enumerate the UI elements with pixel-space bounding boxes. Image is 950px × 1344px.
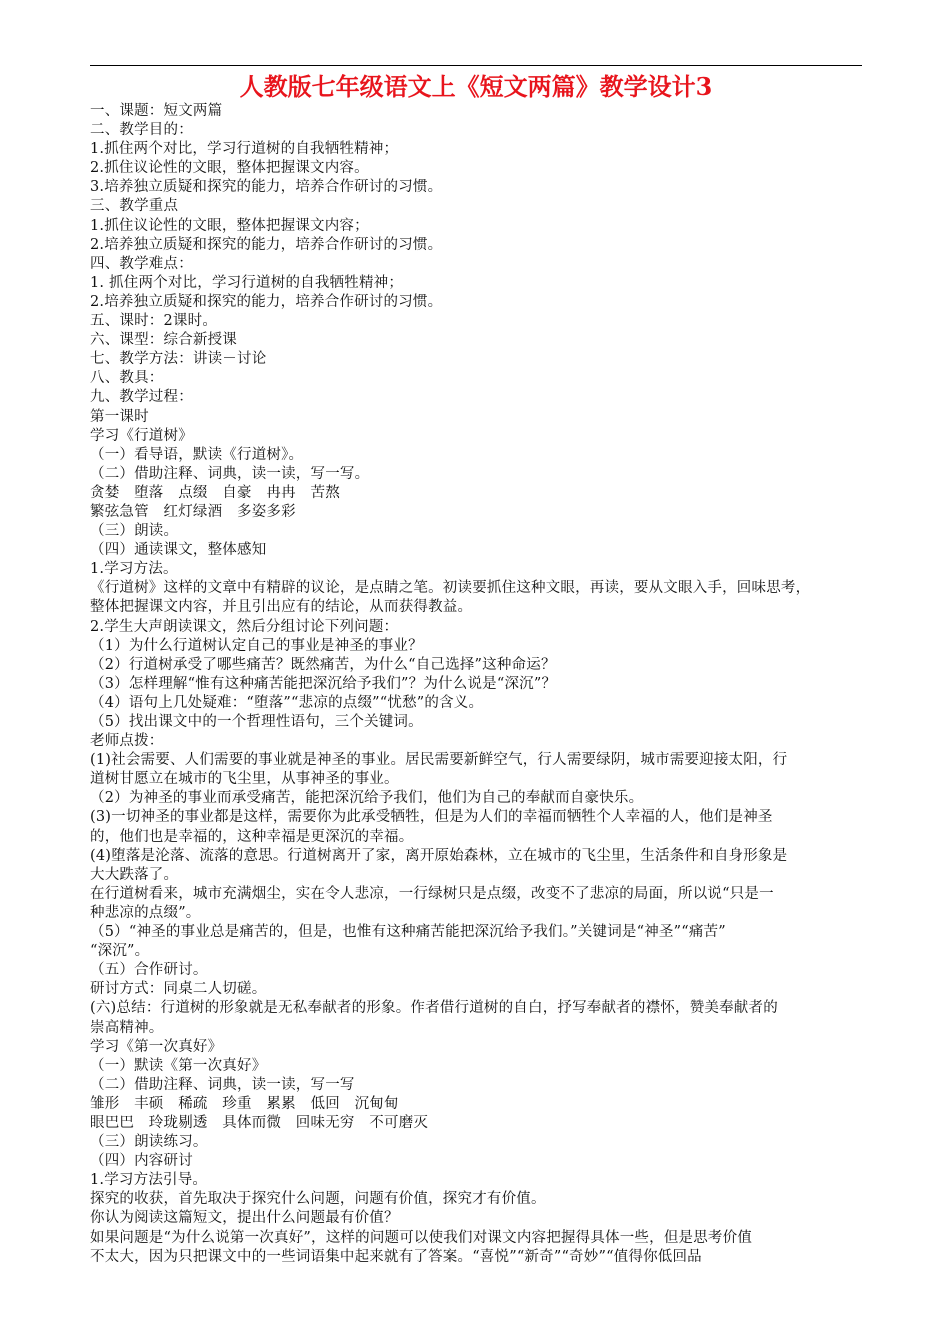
text-line: （三）朗读。 [90, 523, 179, 540]
text-line: （1）为什么行道树认定自己的事业是神圣的事业？ [90, 637, 423, 654]
text-line: 四、教学难点： [90, 255, 193, 272]
text-line: （一）看导语，默读《行道树》。 [90, 446, 304, 463]
text-line: 九、教学过程： [90, 389, 193, 406]
text-line: 2.学生大声朗读课文，然后分组讨论下列问题： [90, 618, 399, 635]
header-rule [90, 65, 862, 66]
text-line: 如果问题是“为什么说第一次真好”，这样的问题可以使我们对课文内容把握得具体一些，但是思考价值 [90, 1229, 753, 1246]
document-title: 人教版七年级语文上《短文两篇》教学设计3 [239, 72, 713, 101]
text-line: (1)社会需要、人们需要的事业就是神圣的事业。居民需要新鲜空气，行人需要绿阴，城市需要迎接太阳，行 [90, 752, 788, 769]
text-line: 三、教学重点 [90, 198, 179, 215]
text-line: 你认为阅读这篇短文，提出什么问题最有价值？ [90, 1210, 399, 1227]
text-line: 学习《第一次真好》 [90, 1038, 223, 1055]
text-line: （四）通读课文，整体感知 [90, 542, 267, 559]
text-line: (3)一切神圣的事业都是这样，需要你为此承受牺牲，但是为人们的幸福而牺牲个人幸福的人，他们是神圣 [90, 809, 773, 826]
text-line: 七、教学方法：讲读－讨论 [90, 351, 267, 368]
text-line: （一）默读《第一次真好》 [90, 1057, 267, 1074]
text-line: 六、课型：综合新授课 [90, 332, 237, 349]
text-line: 1.学习方法。 [90, 561, 178, 578]
text-line: 2.抓住议论性的文眼，整体把握课文内容。 [90, 160, 369, 177]
text-line: 第一课时 [90, 408, 149, 425]
text-line: （2）行道树承受了哪些痛苦？既然痛苦，为什么“自己选择”这种命运？ [90, 656, 556, 673]
text-line: （二）借助注释、词典，读一读，写一写。 [90, 465, 370, 482]
text-line: 3.培养独立质疑和探究的能力，培养合作研讨的习惯。 [90, 179, 443, 196]
text-line: （三）朗读练习。 [90, 1134, 208, 1151]
text-line: 八、教具： [90, 370, 164, 387]
text-line: 繁弦急管 红灯绿酒 多姿多彩 [90, 503, 296, 520]
text-line: 研讨方式：同桌二人切磋。 [90, 981, 267, 998]
text-line: 1. 抓住两个对比，学习行道树的自我牺牲精神； [90, 274, 404, 291]
text-line: 2.培养独立质疑和探究的能力，培养合作研讨的习惯。 [90, 293, 443, 310]
text-line: 不太大，因为只把课文中的一些词语集中起来就有了答案。“喜悦”“新奇”“奇妙”“值得你低回品 [90, 1248, 702, 1265]
text-line: (4)堕落是沦落、流落的意思。行道树离开了家，离开原始森林，立在城市的飞尘里，生活条件和自身形象是 [90, 847, 788, 864]
text-line: 二、教学目的： [90, 122, 193, 139]
text-line: （5）找出课文中的一个哲理性语句，三个关键词。 [90, 714, 423, 730]
text-line: 《行道树》这样的文章中有精辟的议论，是点睛之笔。初读要抓住这种文眼，再读，要从文眼入手，回味思考， [90, 580, 811, 597]
text-line: 眼巴巴 玲珑剔透 具体而微 回味无穷 不可磨灭 [90, 1114, 429, 1131]
text-line: 贪婪 堕落 点缀 自豪 冉冉 苦熬 [90, 484, 340, 501]
text-line: 崇高精神。 [90, 1019, 164, 1036]
text-line: （5）“神圣的事业总是痛苦的，但是，也惟有这种痛苦能把深沉给予我们。”关键词是“神圣”“痛苦” [90, 924, 726, 941]
text-line: 探究的收获，首先取决于探究什么问题，问题有价值，探究才有价值。 [90, 1191, 546, 1208]
text-line: （四）内容研讨 [90, 1153, 193, 1170]
text-line: (六)总结：行道树的形象就是无私奉献者的形象。作者借行道树的自白，抒写奉献者的襟怀，赞美奉献者的 [90, 1000, 778, 1017]
document-body [90, 102, 862, 1267]
text-line: 2.培养独立质疑和探究的能力，培养合作研讨的习惯。 [90, 236, 443, 253]
text-line: 大大跌落了。 [90, 866, 179, 883]
text-line: 1.抓住两个对比，学习行道树的自我牺牲精神； [90, 141, 399, 158]
text-line: 在行道树看来，城市充满烟尘，实在令人悲凉，一行绿树只是点缀，改变不了悲凉的局面，所以说“只是一 [90, 885, 774, 902]
text-line: “深沉”。 [90, 943, 150, 960]
text-line: 的，他们也是幸福的，这种幸福是更深沉的幸福。 [90, 828, 414, 845]
text-line: 种悲凉的点缀”。 [90, 904, 201, 921]
text-line: 道树甘愿立在城市的飞尘里，从事神圣的事业。 [90, 771, 399, 788]
text-line: 五、课时：2课时。 [90, 313, 218, 330]
text-line: 学习《行道树》 [90, 427, 193, 444]
text-line: 1.学习方法引导。 [90, 1172, 208, 1189]
text-line: 一、课题：短文两篇 [90, 103, 223, 119]
text-line: （4）语句上几处疑难：“堕落”“悲凉的点缀”“忧愁”的含义。 [90, 694, 484, 711]
text-line: （五）合作研讨。 [90, 962, 208, 979]
text-line: 老师点拨： [90, 733, 164, 750]
text-line: 1.抓住议论性的文眼，整体把握课文内容； [90, 217, 369, 234]
text-line: 雏形 丰硕 稀疏 珍重 累累 低回 沉甸甸 [90, 1095, 399, 1112]
text-line: （二）借助注释、词典，读一读，写一写 [90, 1076, 355, 1093]
text-line: （3）怎样理解“惟有这种痛苦能把深沉给予我们”？为什么说是“深沉”？ [90, 675, 557, 692]
text-line: 整体把握课文内容，并且引出应有的结论，从而获得教益。 [90, 599, 473, 616]
text-line: （2）为神圣的事业而承受痛苦，能把深沉给予我们，他们为自己的奉献而自豪快乐。 [90, 790, 644, 807]
